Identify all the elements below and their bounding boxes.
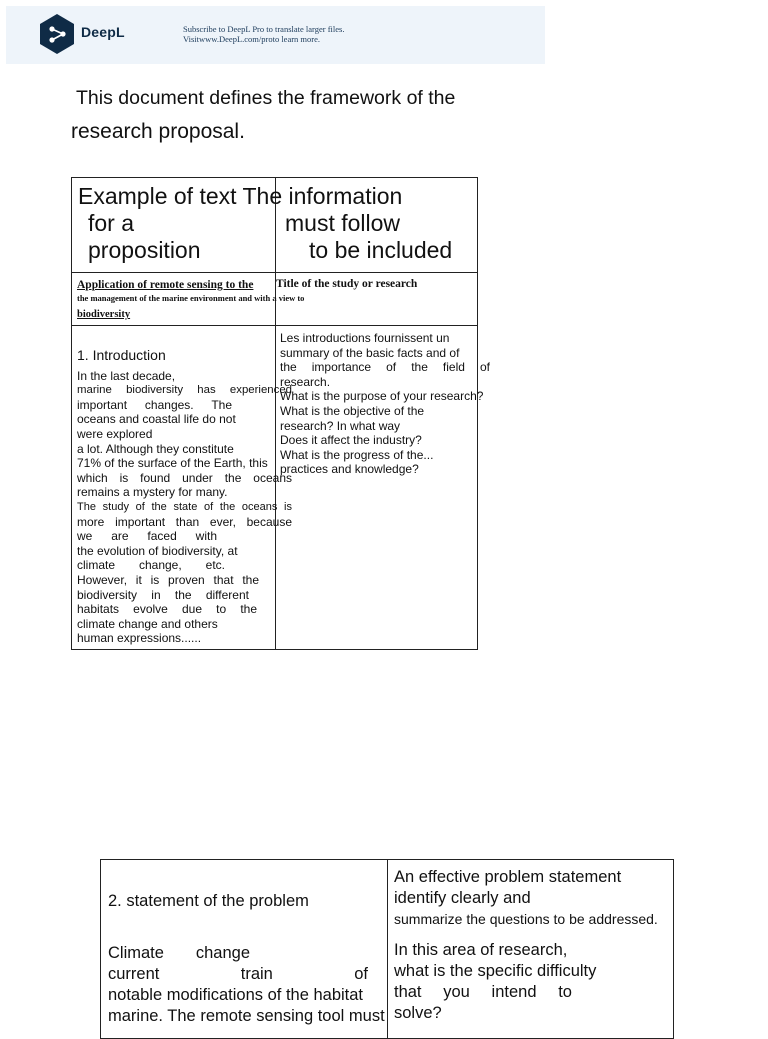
header-right-line: to be included (309, 237, 453, 263)
text-line: solve? (394, 1004, 442, 1022)
text-line: notable modifications of the habitat (108, 986, 364, 1004)
text-line: summarize the questions to be addressed. (394, 911, 658, 927)
text-line: In this area of research, (394, 941, 568, 959)
text-line: In the last decade, (77, 368, 176, 383)
text-line: oceans and coastal life do not (77, 412, 236, 427)
study-title-line: the management of the marine environment and with a view to (77, 293, 305, 303)
introduction-example-cell (77, 348, 292, 646)
text-line: habitats evolve due to the (77, 602, 257, 617)
text-line: a lot. Although they constitute (77, 441, 234, 456)
promo-text[interactable] (183, 24, 344, 44)
text-line: Does it affect the industry? (280, 433, 422, 448)
text-line: An effective problem statement (394, 868, 622, 886)
text-line: marine. The remote sensing tool must (108, 1007, 385, 1025)
text-line: what is the specific difficulty (394, 962, 597, 980)
text-line: Les introductions fournissent un (280, 331, 450, 345)
header-right-cell (247, 183, 452, 264)
text-line: we are faced with (77, 529, 217, 544)
intro-paragraph (71, 82, 455, 148)
text-line: climate change and others (77, 616, 218, 631)
text-line: that you intend to (394, 983, 572, 1001)
promo-line-2[interactable]: Visitwww.DeepL.com/proto learn more. (183, 34, 321, 44)
introduction-guideline-cell (280, 331, 490, 477)
study-title-line: Application of remote sensing to the (77, 279, 254, 291)
text-line: more important than ever, because (77, 514, 292, 529)
header-right-line: must follow (285, 210, 401, 236)
text-line: practices and knowledge? (280, 462, 419, 477)
text-line: human expressions...... (77, 631, 202, 646)
text-line: What is the objective of the (280, 403, 425, 418)
text-line: climate change, etc. (77, 558, 225, 573)
text-line: summary of the basic facts and of (280, 345, 460, 360)
study-title-cell (77, 278, 304, 324)
title-guideline-cell: Title of the study or research (276, 278, 418, 290)
intro-line-2: research proposal. (71, 120, 245, 143)
table-divider (72, 325, 477, 326)
text-line: What is the purpose of your research? (280, 389, 484, 404)
text-line: which is found under the oceans (77, 470, 292, 485)
table-divider (72, 272, 477, 273)
proposal-table (71, 177, 490, 650)
section-heading: 1. Introduction (77, 347, 166, 363)
text-line: identify clearly and (394, 889, 531, 907)
text-line: biodiversity in the different (77, 587, 249, 602)
study-title-line: biodiversity (77, 309, 131, 320)
header-left-line: proposition (88, 237, 201, 263)
problem-guideline-cell (394, 867, 694, 1024)
text-line: 71% of the surface of the Earth, this (77, 456, 268, 471)
section-heading: 2. statement of the problem (108, 892, 309, 910)
text-line: the importance of the field of (280, 360, 490, 375)
problem-example-cell (108, 943, 391, 1027)
intro-line-1: This document defines the framework of the (76, 87, 456, 109)
text-line: remains a mystery for many. (77, 485, 228, 500)
text-line: the evolution of biodiversity, at (77, 543, 238, 558)
text-line: The study of the state of the oceans is (77, 500, 292, 513)
text-line: Climate change (108, 944, 250, 962)
text-line: However, it is proven that the (77, 572, 259, 587)
promo-line-1: Subscribe to DeepL Pro to translate larger files. (183, 24, 345, 34)
text-line: important changes. The (77, 397, 232, 412)
problem-statement-table (100, 859, 674, 1039)
text-line: research. (280, 374, 331, 389)
text-line: research? In what way (280, 418, 401, 433)
text-line: were explored (77, 426, 153, 441)
header-left-line: for a (88, 210, 135, 236)
text-line: What is the progress of the... (280, 447, 434, 462)
text-line: current train of (108, 965, 368, 983)
text-line: marine biodiversity has experienced (77, 384, 292, 397)
deepl-logo-text: DeepL (81, 24, 125, 40)
header-left-line: Example of text The information (78, 183, 403, 209)
deepl-logo-icon (40, 14, 74, 54)
